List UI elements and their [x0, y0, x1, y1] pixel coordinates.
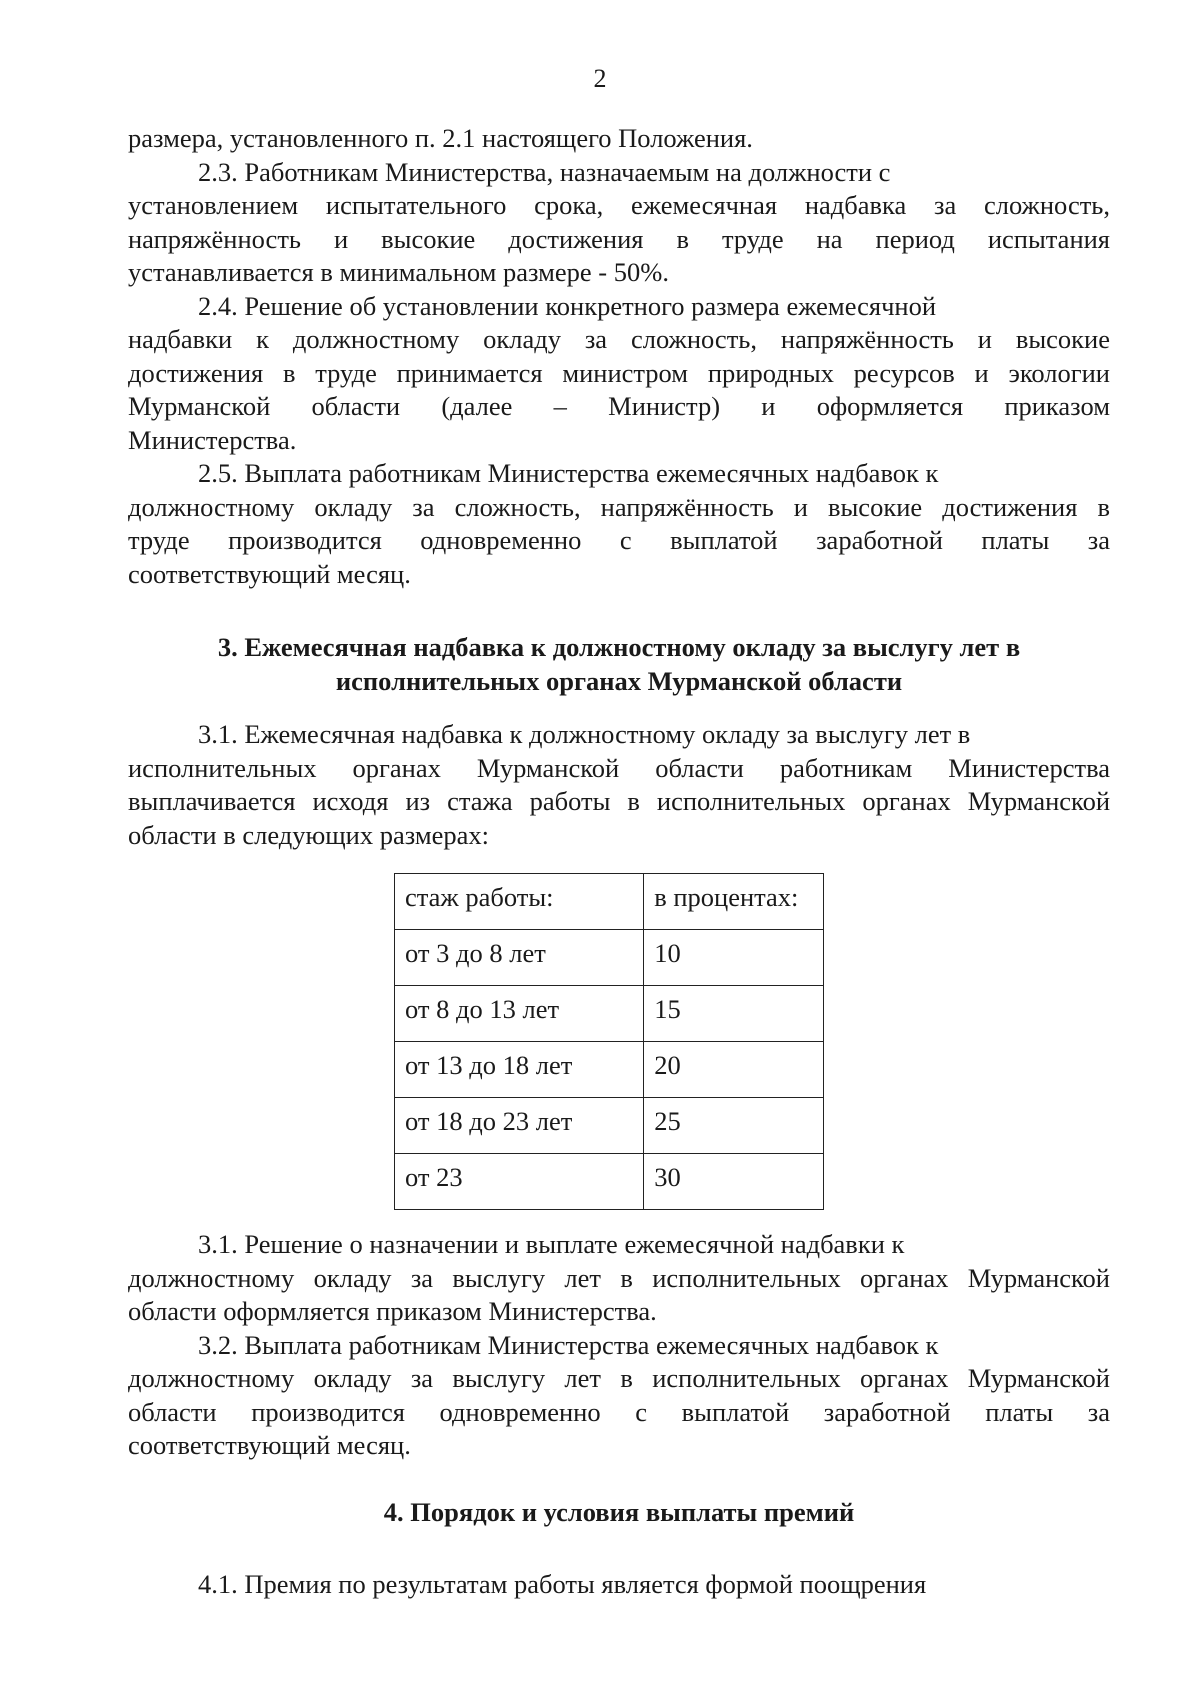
text-line: 3.1. Решение о назначении и выплате ежемесячной надбавки к	[198, 1229, 905, 1259]
percent-cell: 10	[644, 930, 824, 986]
text-line: 2.5. Выплата работникам Министерства ежемесячных надбавок к	[198, 458, 939, 488]
text-line: исполнительных органах Мурманской области работникам Министерства	[128, 752, 1110, 783]
percent-cell: 25	[644, 1098, 824, 1154]
text-line: 4.1. Премия по результатам работы является формой поощрения	[198, 1569, 927, 1599]
text-line: устанавливается в минимальном размере - 50%.	[128, 257, 669, 287]
text-line: напряжённость и высокие достижения в труде на период испытания	[128, 223, 1110, 254]
text-line: надбавки к должностному окладу за сложность, напряжённость и высокие	[128, 324, 1110, 354]
text-line: Мурманской области (далее – Министр) и оформляется приказом	[128, 391, 1110, 421]
table-row	[395, 930, 824, 986]
seniority-table	[394, 873, 824, 1210]
percent-cell: 20	[644, 1042, 824, 1098]
seniority-cell: от 13 до 18 лет	[395, 1042, 644, 1098]
seniority-cell: от 23	[395, 1154, 644, 1210]
text-line: установлением испытательного срока, ежемесячная надбавка за сложность,	[128, 190, 1110, 220]
text-line: соответствующий месяц.	[128, 1430, 411, 1460]
text-line: Министерства.	[128, 424, 297, 455]
table-row	[395, 1098, 824, 1154]
text-line: 2.4. Решение об установлении конкретного размера ежемесячной	[198, 290, 937, 321]
text-line: должностному окладу за выслугу лет в исполнительных органах Мурманской	[128, 1262, 1110, 1293]
table-row	[395, 986, 824, 1042]
seniority-cell: от 18 до 23 лет	[395, 1098, 644, 1154]
text-line: области производится одновременно с выплатой заработной платы за	[128, 1396, 1110, 1427]
text-line: области оформляется приказом Министерства.	[128, 1296, 657, 1326]
heading-line: 3. Ежемесячная надбавка к должностному окладу за выслугу лет в	[217, 632, 1021, 662]
text-line: 3.1. Ежемесячная надбавка к должностному окладу за выслугу лет в	[198, 719, 971, 749]
clauses-3-1-3-2	[128, 1228, 1110, 1463]
column-header: стаж работы:	[395, 874, 644, 930]
text-line: 2.3. Работникам Министерства, назначаемым на должности с	[198, 156, 891, 187]
table-row	[395, 1154, 824, 1210]
percent-cell: 30	[644, 1154, 824, 1210]
text-line: труде производится одновременно с выплатой заработной платы за	[128, 525, 1110, 555]
section-2-continuation	[128, 122, 1110, 591]
table-row	[395, 1042, 824, 1098]
text-line: 3.2. Выплата работникам Министерства ежемесячных надбавок к	[198, 1329, 939, 1360]
seniority-cell: от 8 до 13 лет	[395, 986, 644, 1042]
heading-line: исполнительных органах Мурманской области	[335, 666, 903, 696]
table-header-row	[395, 874, 824, 930]
column-header: в процентах:	[644, 874, 824, 930]
clause-4-1	[128, 1568, 1110, 1602]
text-line: размера, установленного п. 2.1 настоящего Положения.	[128, 123, 753, 153]
percent-cell: 15	[644, 986, 824, 1042]
page-number: 2	[593, 64, 607, 93]
seniority-cell: от 3 до 8 лет	[395, 930, 644, 986]
section-3-heading	[128, 630, 1110, 698]
text-line: соответствующий месяц.	[128, 558, 411, 589]
text-line: выплачивается исходя из стажа работы в исполнительных органах Мурманской	[128, 786, 1110, 816]
clause-3-1	[128, 718, 1110, 852]
section-4-heading	[128, 1495, 1110, 1529]
text-line: области в следующих размерах:	[128, 819, 489, 850]
text-line: достижения в труде принимается министром природных ресурсов и экологии	[128, 357, 1110, 388]
text-line: должностному окладу за сложность, напряжённость и высокие достижения в	[128, 491, 1110, 522]
text-line: должностному окладу за выслугу лет в исполнительных органах Мурманской	[128, 1363, 1110, 1393]
heading-line: 4. Порядок и условия выплаты премий	[383, 1497, 855, 1527]
